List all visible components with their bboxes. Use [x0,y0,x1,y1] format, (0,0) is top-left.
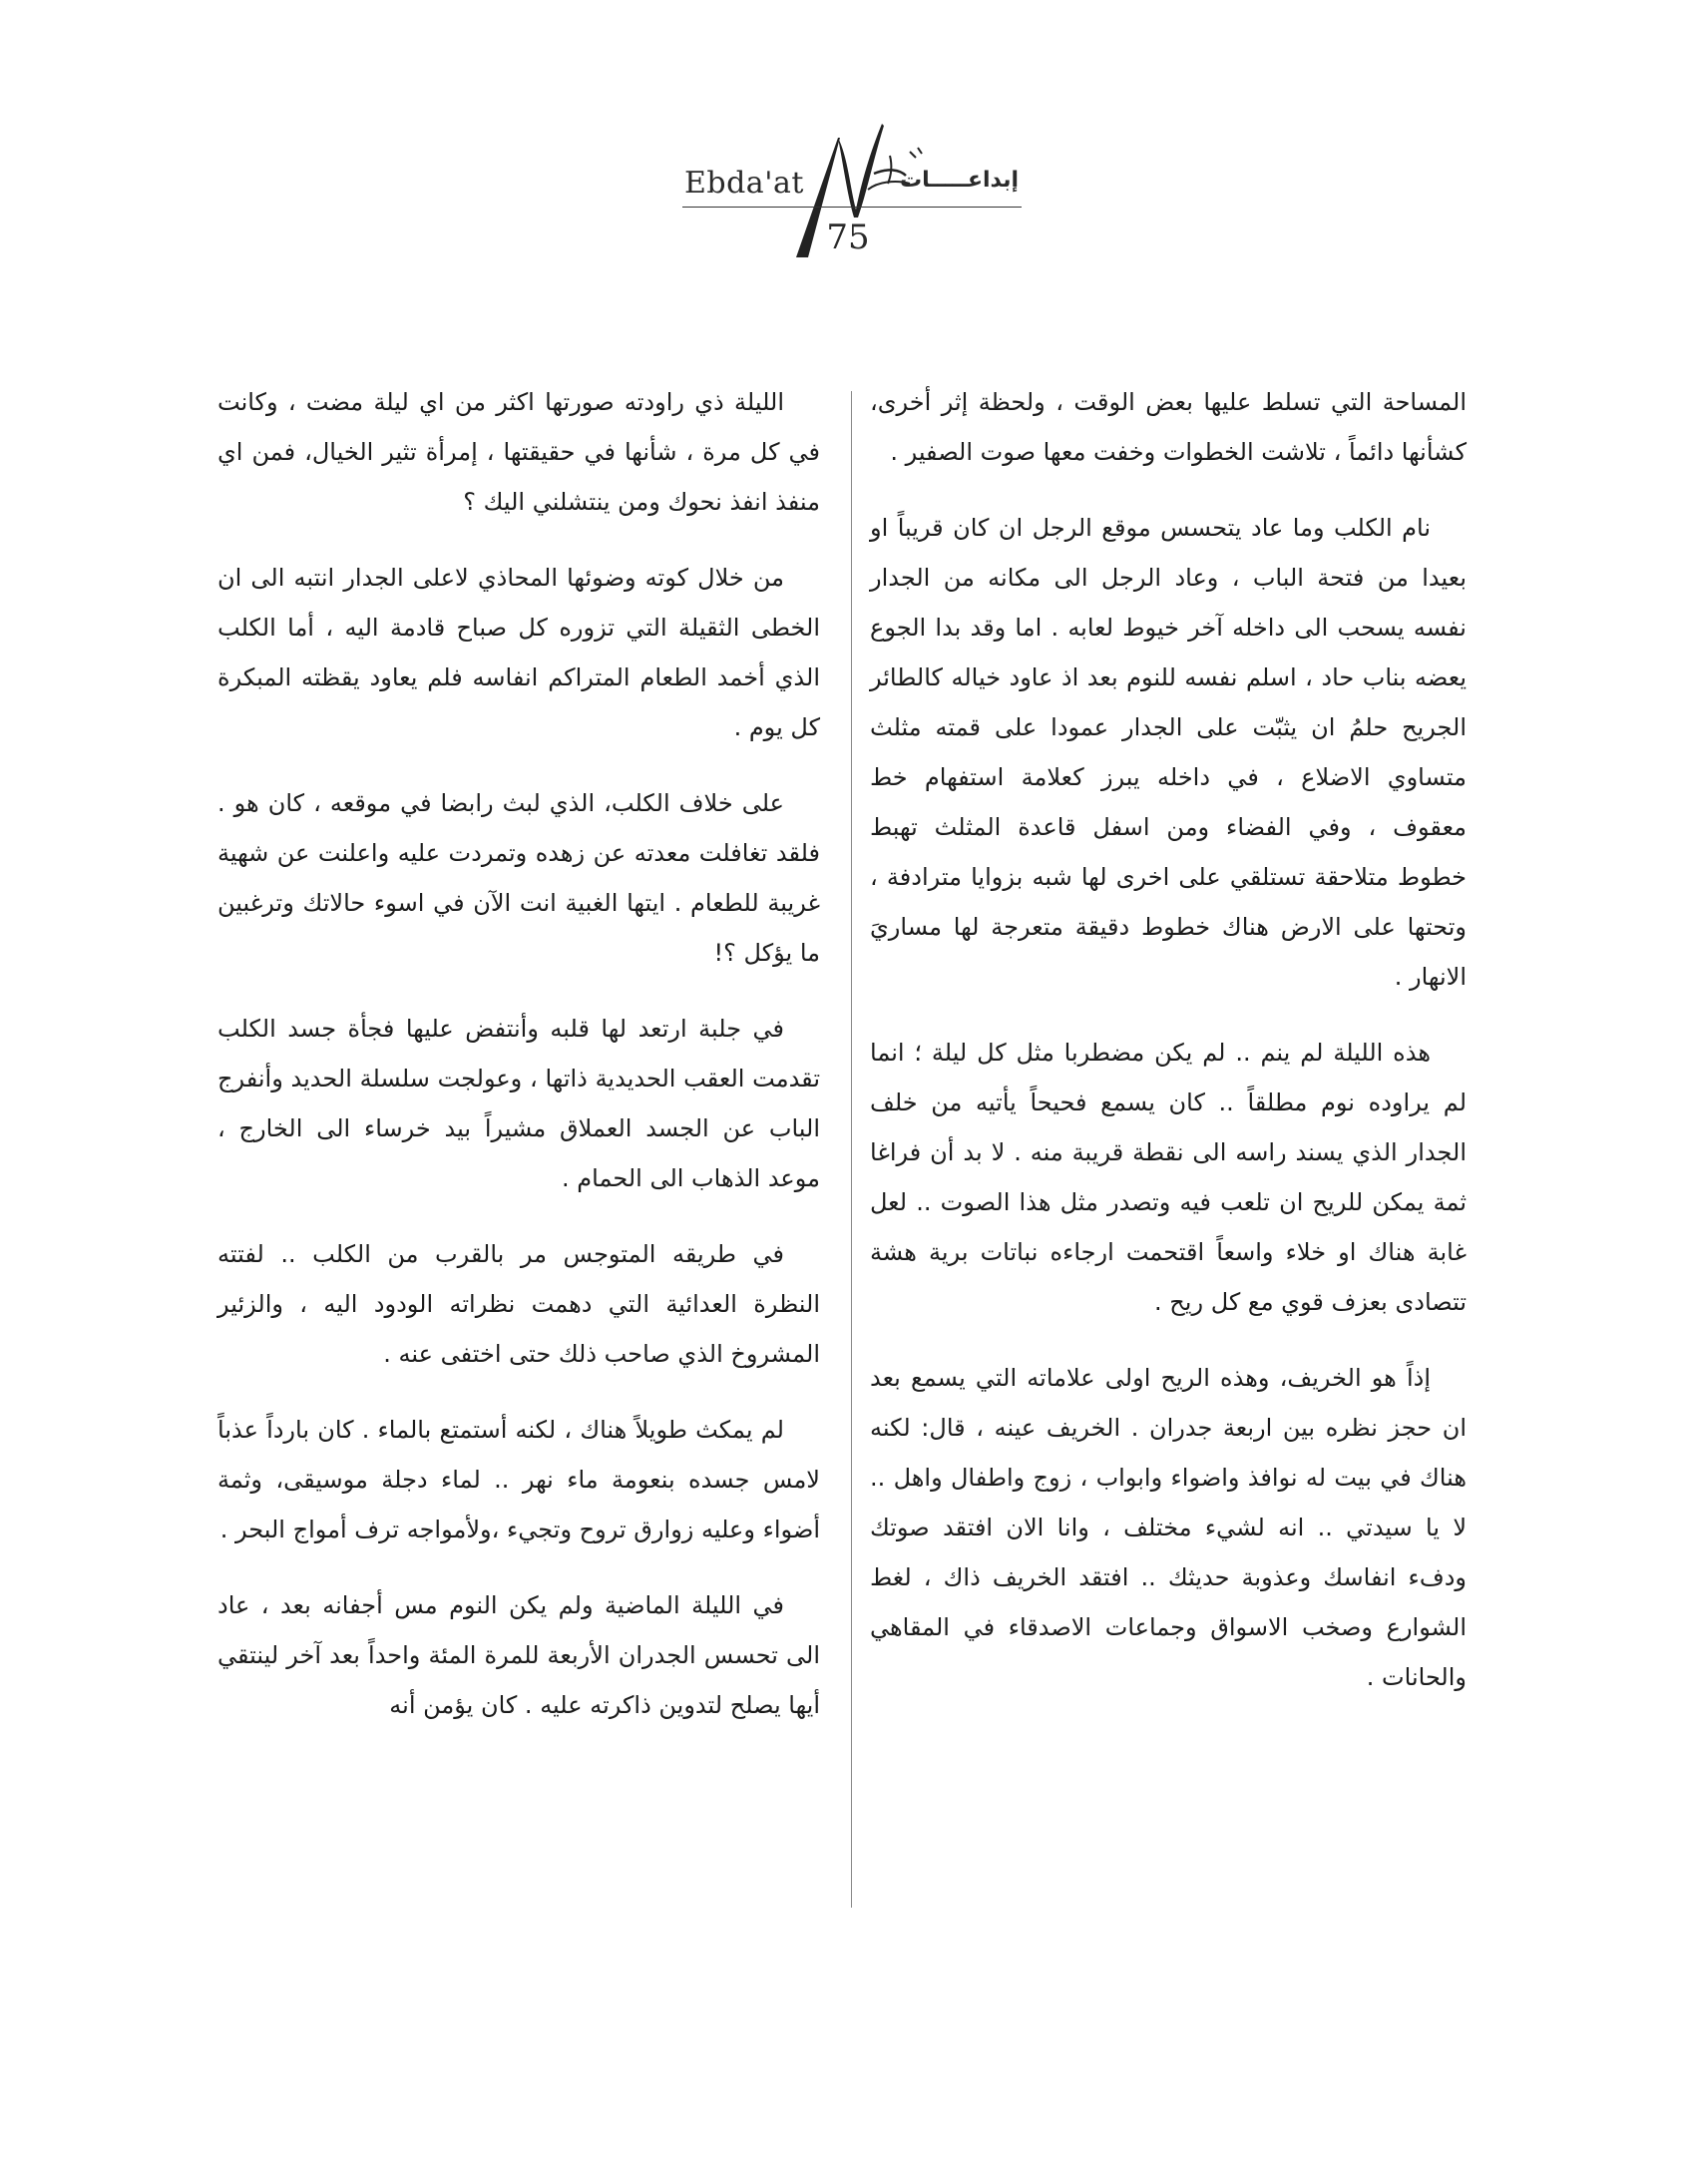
magazine-name-arabic: إبداعـــــات [900,168,1020,193]
page-header [0,0,1682,279]
paragraph: في طريقه المتوجس مر بالقرب من الكلب .. لفتته النظرة العدائية التي دهمت نظراته الودود اليه ، والزئير المشروخ الذي صاحب ذلك حتى اختفى عنه . [217,1240,820,1368]
paragraph: من خلال كوته وضوئها المحاذي لاعلى الجدار انتبه الى ان الخطى الثقيلة التي تزوره كل صباح قادمة اليه ، أما الكلب الذي أخمد الطعام المتراكم انفاسه فلم يعاود يقظته المبكرة كل يوم . [217,564,820,741]
paragraph: المساحة التي تسلط عليها بعض الوقت ، ولحظة إثر أخرى، كشأنها دائماً ، تلاشت الخطوات وخفت معها صوت الصفير . [870,388,1467,466]
magazine-name: Ebda'at [684,166,804,201]
right-column [870,377,1467,1728]
paragraph: في جلبة ارتعد لها قلبه وأنتفض عليها فجأة جسد الكلب تقدمت العقب الحديدية ذاتها ، وعولجت سلسلة الحديد وأنفرج الباب عن الجسد العملاق مشيراً بيد خرساء الى الخارج ، موعد الذهاب الى الحمام . [217,1015,820,1192]
paragraph: على خلاف الكلب، الذي لبث رابضا في موقعه ، كان هو . فلقد تغافلت معدته عن زهده وتمردت عليه واعلنت عن شهية غريبة للطعام . ايتها الغبية انت الآن في اسوء حالاتك وترغبين ما يؤكل ؟! [217,789,820,967]
paragraph: في الليلة الماضية ولم يكن النوم مس أجفانه بعد ، عاد الى تحسس الجدران الأربعة للمرة المئة واحداً بعد آخر لينتقي أيها يصلح لتدوين ذاكرته عليه . كان يؤمن أنه [217,1591,820,1719]
header-rule [682,207,1022,208]
left-column [217,377,820,1756]
paragraph: لم يمكث طويلاً هناك ، لكنه أستمتع بالماء . كان بارداً عذباً لامس جسده بنعومة ماء نهر .. لماء دجلة موسيقى، وثمة أضواء وعليه زوارق تروح وتجيء ،ولأمواجه ترف أمواج البحر . [217,1416,820,1543]
paragraph: الليلة ذي راودته صورتها اكثر من اي ليلة مضت ، وكانت في كل مرة ، شأنها في حقيقتها ، إمرأة تثير الخيال، فمن اي منفذ انفذ نحوك ومن ينتشلني اليك ؟ [217,388,820,516]
page-number: 75 [826,218,870,257]
paragraph: نام الكلب وما عاد يتحسس موقع الرجل ان كان قريباً او بعيدا من فتحة الباب ، وعاد الرجل الى مكانه من الجدار نفسه يسحب الى داخله آخر خيوط لعابه . اما وقد بدا الجوع يعضه بناب حاد ، اسلم نفسه للنوم بعد اذ عاود خياله كالطائر الجريح حلمُ ان يثبّت على الجدار عمودا على قمته مثلث متساوي الاضلاع ، في داخله يبرز كعلامة استفهام خط معقوف ، وفي الفضاء ومن اسفل قاعدة المثلث تهبط خطوط متلاحقة تستلقي على اخرى لها شبه بزوايا مترادفة ، وتحتها على الارض هناك خطوط دقيقة متعرجة لها مساريَ الانهار . [870,514,1467,991]
paragraph: إذاً هو الخريف، وهذه الريح اولى علاماته التي يسمع بعد ان حجز نظره بين اربعة جدران . الخريف عينه ، قال: لكنه هناك في بيت له نوافذ واضواء وابواب ، زوج واطفال واهل .. لا يا سيدتي .. انه لشيء مختلف ، وانا الان افتقد صوتك ودفء انفاسك وعذوبة حديثك .. افتقد الخريف ذاك ، لغط الشوارع وصخب الاسواق وجماعات الاصدقاء في المقاهي والحانات . [870,1364,1467,1691]
paragraph: هذه الليلة لم ينم .. لم يكن مضطربا مثل كل ليلة ؛ انما لم يراوده نوم مطلقاً .. كان يسمع فحيحاً يأتيه من خلف الجدار الذي يسند راسه الى نقطة قريبة منه . لا بد أن فراغا ثمة يمكن للريح ان تلعب فيه وتصدر مثل هذا الصوت .. لعل غابة هناك او خلاء واسعاً اقتحمت ارجاءه نباتات برية هشة تتصادى بعزف قوي مع كل ريح . [870,1039,1467,1316]
column-divider [851,391,852,1908]
